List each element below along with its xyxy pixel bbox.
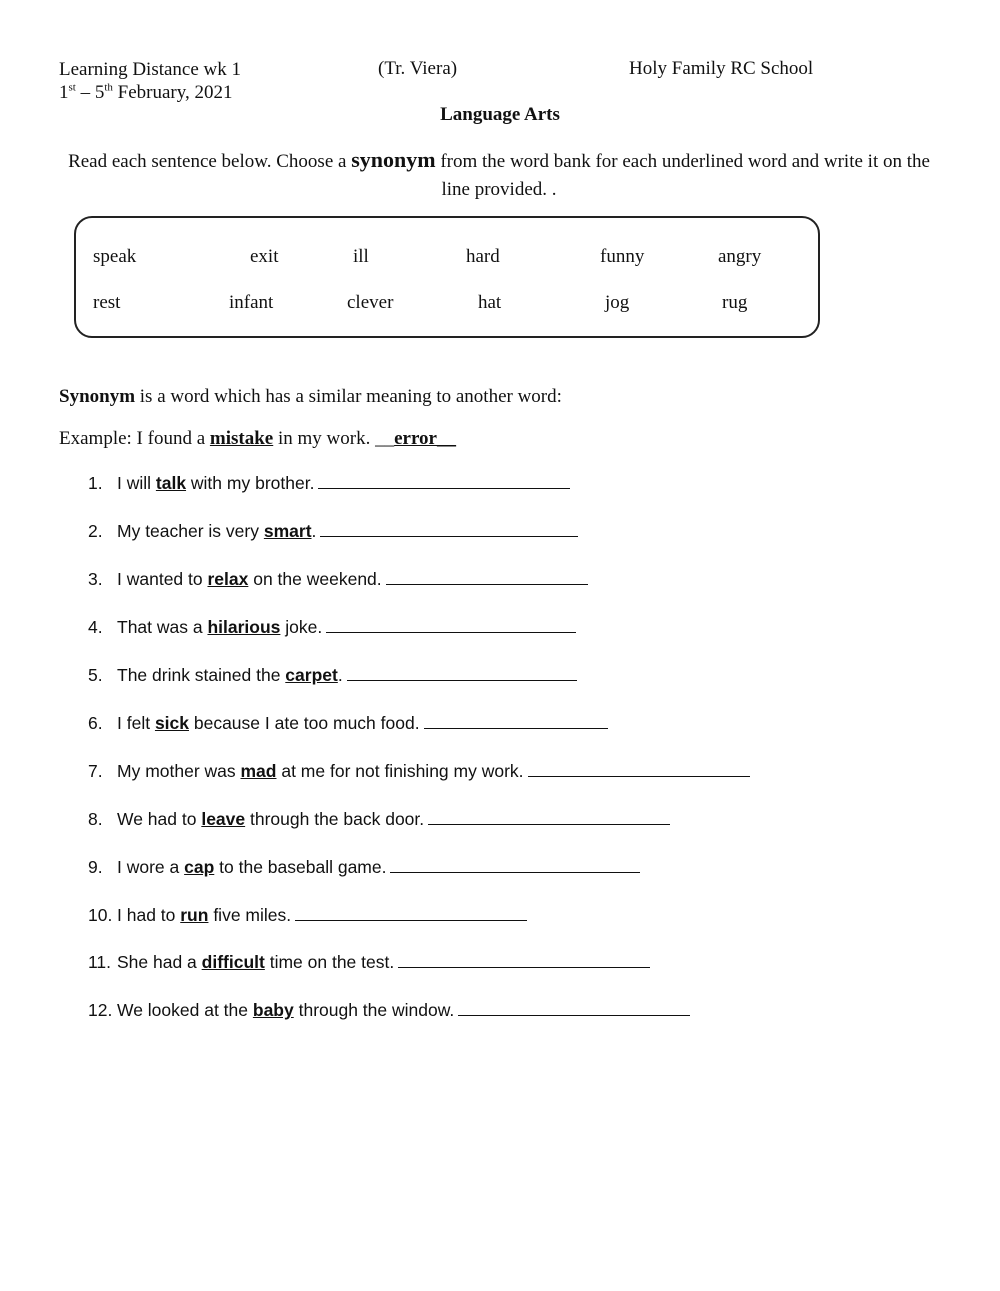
answer-line[interactable] <box>295 904 527 921</box>
example-sentence: Example: I found a mistake in my work. __error__ <box>59 428 456 449</box>
word-bank-word: rug <box>722 292 748 313</box>
question-item: 12. We looked at the baby through the window. <box>88 999 690 1021</box>
page-title: Language Arts <box>440 104 560 125</box>
teacher-name: (Tr. Viera) <box>378 58 458 79</box>
word-bank-word: hard <box>466 246 500 267</box>
answer-line[interactable] <box>318 472 570 489</box>
answer-line[interactable] <box>347 664 577 681</box>
question-item: 9. I wore a cap to the baseball game. <box>88 856 640 878</box>
question-item: 7. My mother was mad at me for not finishing my work. <box>88 760 750 782</box>
question-item: 3. I wanted to relax on the weekend. <box>88 568 588 590</box>
word-bank-word: jog <box>605 292 630 313</box>
question-item: 10. I had to run five miles. <box>88 904 527 926</box>
question-item: 2. My teacher is very smart. <box>88 520 578 542</box>
word-bank-word: angry <box>718 246 762 267</box>
answer-line[interactable] <box>398 951 650 968</box>
word-bank-word: speak <box>93 246 137 267</box>
answer-line[interactable] <box>326 616 576 633</box>
answer-line[interactable] <box>428 808 670 825</box>
date-range: 1st – 5th February, 2021 <box>59 81 233 103</box>
word-bank-word: infant <box>229 292 274 313</box>
answer-line[interactable] <box>320 520 578 537</box>
answer-line[interactable] <box>390 856 640 873</box>
word-bank-word: rest <box>93 292 121 313</box>
school-name: Holy Family RC School <box>629 58 814 79</box>
word-bank-word: funny <box>600 246 645 267</box>
answer-line[interactable] <box>458 999 690 1016</box>
header-left <box>59 58 241 104</box>
question-item: 4. That was a hilarious joke. <box>88 616 576 638</box>
question-item: 1. I will talk with my brother. <box>88 472 570 494</box>
answer-line[interactable] <box>528 760 750 777</box>
question-item: 6. I felt sick because I ate too much food. <box>88 712 608 734</box>
instructions: Read each sentence below. Choose a synonym from the word bank for each underlined word and write it on the line provided. . <box>68 147 930 200</box>
word-bank-word: exit <box>250 246 279 267</box>
synonym-definition: Synonym is a word which has a similar meaning to another word: <box>59 386 562 407</box>
question-item: 8. We had to leave through the back door. <box>88 808 670 830</box>
word-bank <box>74 216 820 338</box>
example-answer: error__ <box>394 428 456 449</box>
lesson-label: Learning Distance wk 1 <box>59 59 242 80</box>
word-bank-word: ill <box>353 246 369 267</box>
word-bank-word: hat <box>478 292 502 313</box>
answer-line[interactable] <box>386 568 588 585</box>
word-bank-word: clever <box>347 292 394 313</box>
question-item: 5. The drink stained the carpet. <box>88 664 577 686</box>
question-item: 11. She had a difficult time on the test. <box>88 951 650 973</box>
answer-line[interactable] <box>424 712 608 729</box>
